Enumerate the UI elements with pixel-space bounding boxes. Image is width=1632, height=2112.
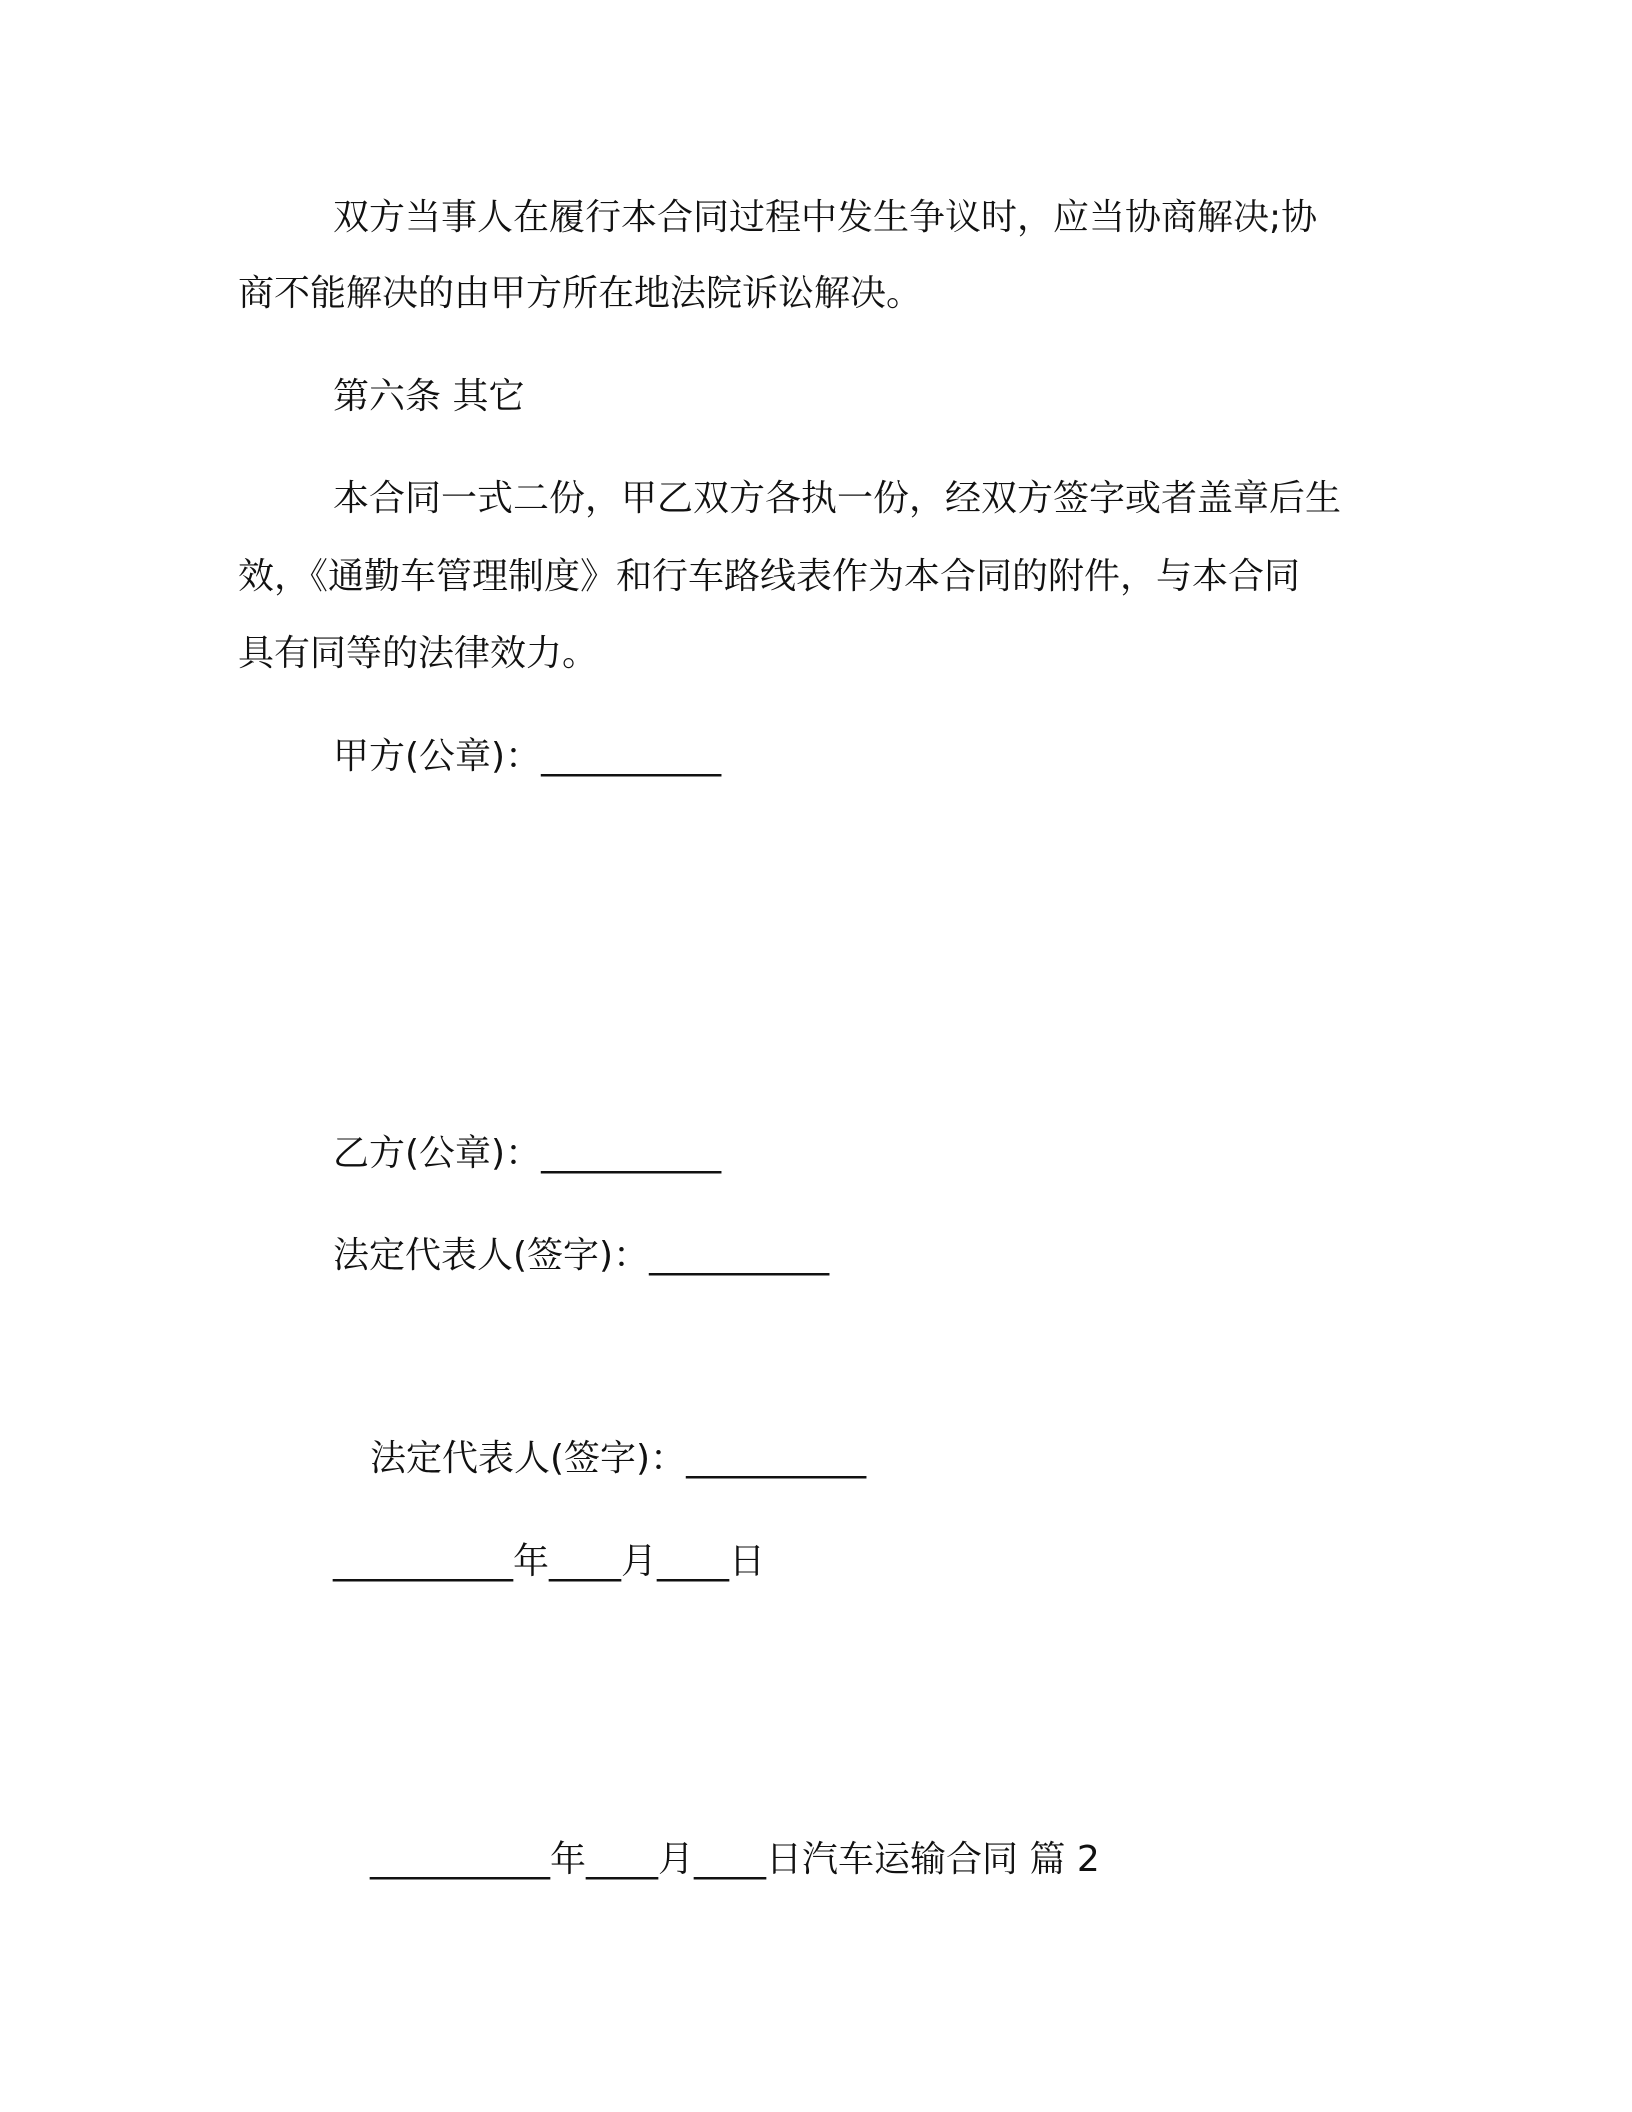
legal-representative-signature-line-2: 法定代表人(签字)：__________ — [370, 1438, 867, 1479]
party-b-seal-line: 乙方(公章)：__________ — [333, 1133, 722, 1174]
other-paragraph-line-1: 本合同一式二份，甲乙双方各执一份，经双方签字或者盖章后生 — [333, 478, 1342, 519]
legal-representative-signature-line: 法定代表人(签字)：__________ — [333, 1235, 830, 1276]
dispute-paragraph-line-2: 商不能解决的由甲方所在地法院诉讼解决。 — [238, 273, 923, 314]
party-a-seal-line: 甲方(公章)：__________ — [333, 736, 722, 777]
article-6-heading: 第六条 其它 — [333, 376, 525, 417]
other-paragraph-line-3: 具有同等的法律效力。 — [238, 633, 599, 674]
dispute-paragraph-line-1: 双方当事人在履行本合同过程中发生争议时，应当协商解决;协 — [333, 197, 1318, 238]
other-paragraph-line-2: 效，《通勤车管理制度》和行车路线表作为本合同的附件，与本合同 — [238, 556, 1301, 597]
date-line: __________年____月____日 — [333, 1541, 765, 1582]
next-contract-title: __________年____月____日汽车运输合同 篇 2 — [370, 1839, 1100, 1880]
